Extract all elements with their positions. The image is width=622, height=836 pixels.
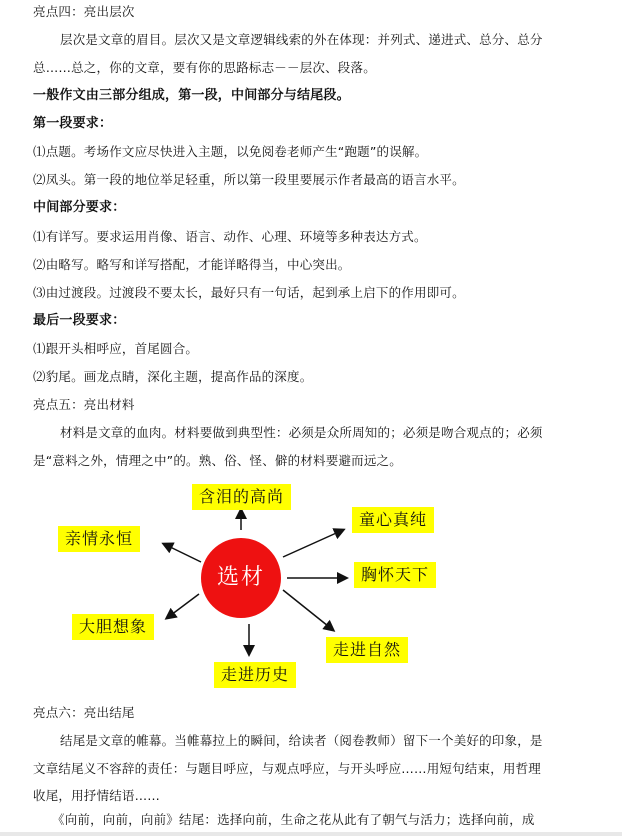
page-bottom-edge	[0, 832, 622, 836]
section6-paragraph-line1: 结尾是文章的帷幕。当帷幕拉上的瞬间，给读者（阅卷教师）留下一个美好的印象，是	[60, 733, 543, 748]
center-node: 选材	[201, 538, 281, 618]
material-selection-diagram	[0, 470, 622, 700]
middle-part-title: 中间部分要求：	[33, 200, 126, 215]
section6-heading: 亮点六：亮出结尾	[33, 705, 135, 720]
section5-paragraph-line2: 是“意料之外，情理之中”的。熟、俗、怪、僻的材料要避而远之。	[33, 453, 402, 468]
node-lower-right: 走进自然	[326, 637, 408, 663]
last-paragraph-item-1: ⑴跟开头相呼应，首尾圆合。	[33, 341, 199, 356]
section6-paragraph-line2: 文章结尾义不容辞的责任：与题目呼应，与观点呼应，与开头呼应……用短句结束，用哲理	[33, 761, 542, 776]
section6-paragraph-line3: 收尾，用抒情结语……	[33, 788, 161, 803]
node-upper-right: 童心真纯	[352, 507, 434, 533]
node-lower-left: 大胆想象	[72, 614, 154, 640]
diagram-arrows	[0, 470, 622, 700]
last-paragraph-item-2: ⑵豹尾。画龙点睛，深化主题，提高作品的深度。	[33, 369, 313, 384]
middle-part-item-3: ⑶由过渡段。过渡段不要太长，最好只有一句话，起到承上启下的作用即可。	[33, 285, 465, 300]
middle-part-item-2: ⑵由略写。略写和详写搭配，才能详略得当，中心突出。	[33, 257, 351, 272]
last-paragraph-title: 最后一段要求：	[33, 313, 126, 328]
node-bottom: 走进历史	[214, 662, 296, 688]
structure-summary: 一般作文由三部分组成，第一段，中间部分与结尾段。	[33, 88, 350, 103]
first-paragraph-title: 第一段要求：	[33, 116, 113, 131]
section4-paragraph-line1: 层次是文章的眉目。层次又是文章逻辑线索的外在体现：并列式、递进式、总分、总分	[60, 32, 543, 47]
middle-part-item-1: ⑴有详写。要求运用肖像、语言、动作、心理、环境等多种表达方式。	[33, 229, 427, 244]
first-paragraph-item-1: ⑴点题。考场作文应尽快进入主题，以免阅卷老师产生“跑题”的误解。	[33, 144, 428, 159]
section5-heading: 亮点五：亮出材料	[33, 397, 135, 412]
node-upper-left: 亲情永恒	[58, 526, 140, 552]
section4-heading: 亮点四：亮出层次	[33, 4, 135, 19]
first-paragraph-item-2: ⑵凤头。第一段的地位举足轻重，所以第一段里要展示作者最高的语言水平。	[33, 172, 465, 187]
node-top: 含泪的高尚	[192, 484, 291, 510]
section4-paragraph-line2: 总……总之，你的文章，要有你的思路标志－－层次、段落。	[33, 60, 376, 75]
section6-example-line: 《向前，向前，向前》结尾：选择向前，生命之花从此有了朝气与活力；选择向前，成	[52, 812, 535, 827]
section5-paragraph-line1: 材料是文章的血肉。材料要做到典型性：必须是众所周知的；必须是吻合观点的；必须	[60, 425, 543, 440]
node-right: 胸怀天下	[354, 562, 436, 588]
